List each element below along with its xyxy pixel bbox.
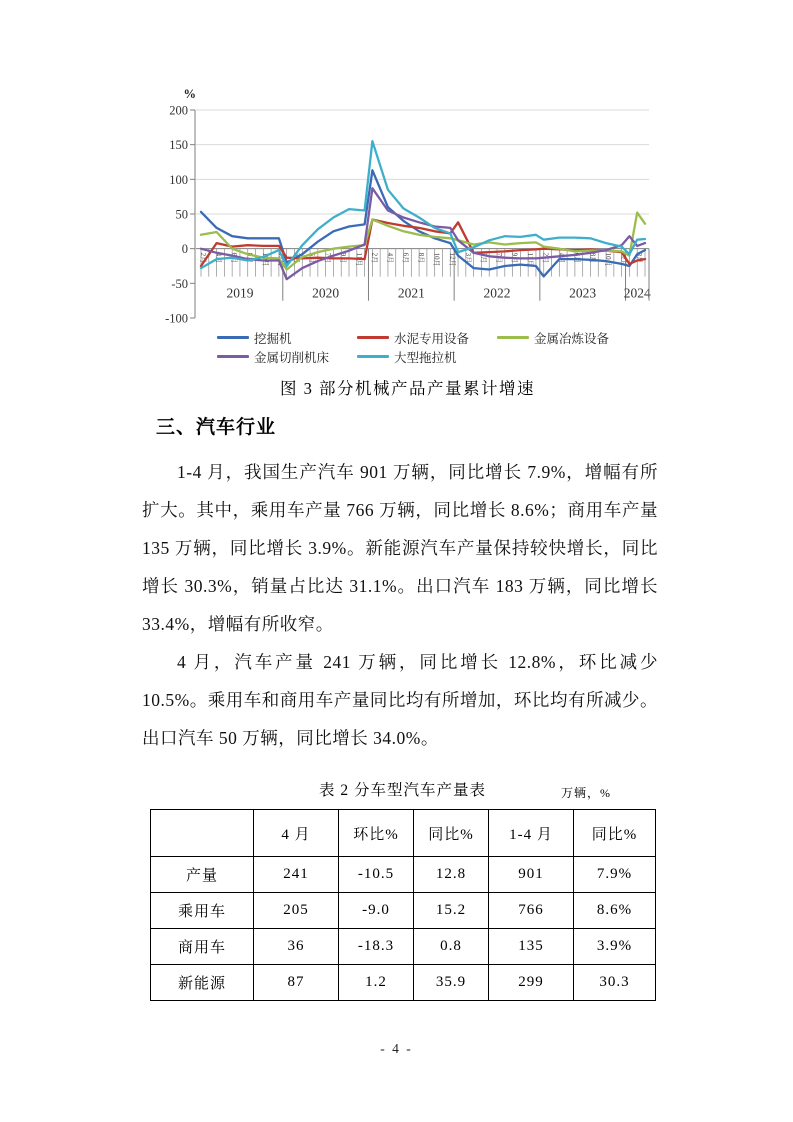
svg-text:2月: 2月 <box>370 252 379 264</box>
paragraph: 4 月，汽车产量 241 万辆，同比增长 12.8%，环比减少 10.5%。乘用车和商用车产量同比均有所增加，环比均有所减少。出口汽车 50 万辆，同比增长 34.0%。 <box>142 652 658 748</box>
svg-text:2024: 2024 <box>623 285 651 301</box>
table-cell: 766 <box>489 893 574 929</box>
section-body <box>142 453 658 757</box>
svg-text:11月: 11月 <box>526 252 535 267</box>
chart-legend <box>217 329 660 365</box>
smelting-equipment-line-swatch-icon <box>497 336 529 339</box>
svg-text:5月: 5月 <box>479 252 488 264</box>
table-cell: 241 <box>254 857 339 893</box>
svg-text:-50: -50 <box>171 276 188 291</box>
column-header: 1-4 月 <box>489 810 574 857</box>
table-cell: 299 <box>489 965 574 1001</box>
svg-text:4月: 4月 <box>214 252 223 264</box>
column-header <box>151 810 254 857</box>
legend-label: 挖掘机 <box>254 331 292 346</box>
svg-text:-100: -100 <box>165 311 188 325</box>
table-cell: 87 <box>254 965 339 1001</box>
svg-text:7月: 7月 <box>323 252 332 264</box>
legend-item-cement-equipment <box>357 329 497 346</box>
table-cell: 3.9% <box>574 929 656 965</box>
svg-text:3月: 3月 <box>292 252 301 264</box>
svg-text:3月: 3月 <box>635 252 644 264</box>
page-number: - 4 - <box>380 1041 413 1056</box>
svg-text:150: 150 <box>169 138 188 153</box>
legend-label: 大型拖拉机 <box>394 350 457 365</box>
svg-text:3月: 3月 <box>463 252 472 264</box>
svg-text:10月: 10月 <box>432 252 441 267</box>
row-label: 乘用车 <box>151 893 254 929</box>
table-cell: 0.8 <box>414 929 489 965</box>
table-caption <box>150 779 655 803</box>
svg-text:2022: 2022 <box>483 285 511 301</box>
excavator-line-swatch-icon <box>217 336 249 339</box>
row-label: 商用车 <box>151 929 254 965</box>
svg-text:2023: 2023 <box>569 285 597 301</box>
table-cell: -9.0 <box>339 893 414 929</box>
table-header-row <box>151 810 656 857</box>
cement-equipment-line-swatch-icon <box>357 336 389 339</box>
table-cell: 15.2 <box>414 893 489 929</box>
svg-text:50: 50 <box>175 207 188 222</box>
figure-machinery-growth <box>155 85 660 399</box>
svg-text:9月: 9月 <box>510 252 519 264</box>
svg-text:5月: 5月 <box>308 252 317 264</box>
svg-text:4月: 4月 <box>557 252 566 264</box>
legend-item-smelting-equipment <box>497 329 637 346</box>
svg-text:9月: 9月 <box>339 252 348 264</box>
svg-text:7月: 7月 <box>495 252 503 264</box>
svg-text:8月: 8月 <box>588 252 597 264</box>
svg-text:2月: 2月 <box>541 252 550 264</box>
table-unit-label: 万辆，% <box>561 786 611 800</box>
svg-text:2020: 2020 <box>312 285 340 301</box>
svg-text:%: % <box>183 87 196 101</box>
table-cell: 7.9% <box>574 857 656 893</box>
legend-label: 金属切削机床 <box>254 350 330 365</box>
table-cell: 35.9 <box>414 965 489 1001</box>
svg-text:6月: 6月 <box>401 252 410 264</box>
machine-tools-line-swatch-icon <box>217 355 249 358</box>
table-row <box>151 893 656 929</box>
svg-text:200: 200 <box>169 103 188 118</box>
table-cell: 8.6% <box>574 893 656 929</box>
column-header: 同比% <box>414 810 489 857</box>
svg-text:11月: 11月 <box>354 252 363 267</box>
vehicle-production-table <box>150 809 656 1001</box>
table-cell: -18.3 <box>339 929 414 965</box>
svg-text:8月: 8月 <box>417 252 426 264</box>
table-cell: 12.8 <box>414 857 489 893</box>
table-row <box>151 857 656 893</box>
svg-text:6月: 6月 <box>572 252 581 264</box>
svg-text:10月: 10月 <box>604 252 613 267</box>
svg-text:2019: 2019 <box>226 285 254 301</box>
legend-label: 水泥专用设备 <box>394 331 470 346</box>
svg-text:4月: 4月 <box>385 252 394 264</box>
row-label: 产量 <box>151 857 254 893</box>
table-row <box>151 929 656 965</box>
section-heading: 三、汽车行业 <box>156 417 277 438</box>
legend-item-tractors <box>357 348 497 365</box>
tractors-line-swatch-icon <box>357 355 389 358</box>
table-block <box>150 779 655 1001</box>
table-cell: 205 <box>254 893 339 929</box>
column-header: 同比% <box>574 810 656 857</box>
svg-text:12月: 12月 <box>448 252 457 267</box>
svg-text:2021: 2021 <box>397 285 425 301</box>
table-cell: 135 <box>489 929 574 965</box>
svg-text:6月: 6月 <box>230 252 239 264</box>
table-cell: 30.3 <box>574 965 656 1001</box>
svg-text:12月: 12月 <box>276 252 285 267</box>
legend-item-excavator <box>217 329 357 346</box>
machinery-growth-line-chart <box>155 85 660 325</box>
table-cell: 901 <box>489 857 574 893</box>
paragraph: 1-4 月，我国生产汽车 901 万辆，同比增长 7.9%，增幅有所扩大。其中，乘用车产量 766 万辆，同比增长 8.6%；商用车产量 135 万辆，同比增长 3.9%。新能源汽车产量保持较快增长，同比增长 30.3%，销量占比达 31.1%。出口汽车 183 万辆，同比增长 33.4%，增幅有所收窄。 <box>142 462 658 634</box>
svg-text:2月: 2月 <box>199 252 207 264</box>
table-cell: -10.5 <box>339 857 414 893</box>
svg-text:10月: 10月 <box>261 252 270 267</box>
row-label: 新能源 <box>151 965 254 1001</box>
column-header: 环比% <box>339 810 414 857</box>
figure-caption: 图 3 部分机械产品产量累计增速 <box>280 379 535 398</box>
legend-item-machine-tools <box>217 348 357 365</box>
svg-text:0: 0 <box>181 242 188 257</box>
svg-text:8月: 8月 <box>245 252 254 264</box>
svg-text:100: 100 <box>169 172 188 187</box>
column-header: 4 月 <box>254 810 339 857</box>
legend-label: 金属冶炼设备 <box>534 331 610 346</box>
table-row <box>151 965 656 1001</box>
table-cell: 1.2 <box>339 965 414 1001</box>
svg-text:12月: 12月 <box>619 252 628 267</box>
table-cell: 36 <box>254 929 339 965</box>
table-caption-text: 表 2 分车型汽车产量表 <box>318 782 486 799</box>
